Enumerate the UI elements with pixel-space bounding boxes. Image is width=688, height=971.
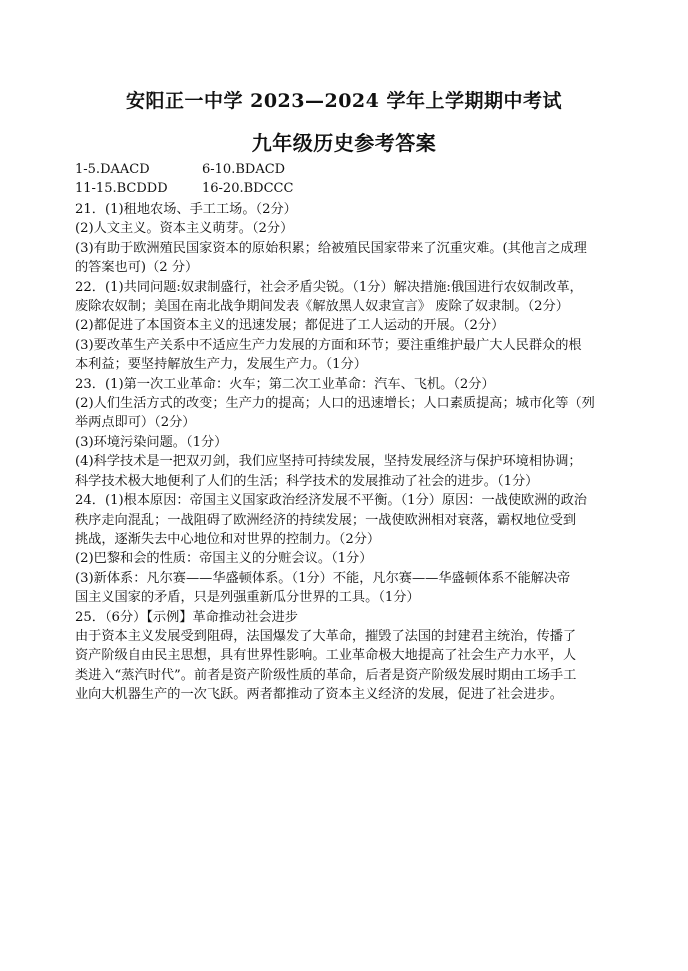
- answer-line: 的答案也可)（2 分）: [75, 260, 199, 276]
- answer-line: 资产阶级自由民主思想，具有世界性影响。工业革命极大地提高了社会生产力水平，人: [75, 648, 577, 664]
- answer-line: 22．(1)共同问题:奴隶制盛行，社会矛盾尖锐。（1分）解决措施:俄国进行农奴制改革，: [75, 279, 583, 295]
- choice-answers-row: [75, 181, 293, 196]
- answer-line: 23．(1)第一次工业革命：火车；第二次工业革命：汽车、飞机。（2分）: [75, 376, 495, 392]
- answer-line: 24．(1)根本原因：帝国主义国家政治经济发展不平衡。（1分）原因：一战使欧洲的政治: [75, 493, 587, 509]
- choice-answer: 11-15.BCDDD: [75, 181, 168, 196]
- answer-line: 由于资本主义发展受到阻碍，法国爆发了大革命，摧毁了法国的封建君主统治，传播了: [75, 628, 577, 644]
- answer-line: (3)要改革生产关系中不适应生产力发展的方面和环节；要注重维护最广大人民群众的根: [75, 337, 582, 353]
- answer-line: 秩序走向混乱；一战阻碍了欧洲经济的持续发展；一战使欧洲相对衰落，霸权地位受到: [75, 512, 577, 528]
- answer-line: (4)科学技术是一把双刃剑，我们应坚持可持续发展，坚持发展经济与保护环境相协调；: [75, 454, 582, 470]
- page-subtitle: 九年级历史参考答案: [251, 131, 437, 155]
- answer-line: (2)巴黎和会的性质：帝国主义的分赃会议。（1分）: [75, 551, 373, 567]
- choice-answer: 1-5.DAACD: [75, 162, 150, 177]
- answer-line: (3)新体系：凡尔赛——华盛顿体系。（1分）不能，凡尔赛——华盛顿体系不能解决帝: [75, 570, 571, 586]
- answer-line: 国主义国家的矛盾，只是列强重新瓜分世界的工具。（1分）: [75, 590, 420, 606]
- answer-body: [75, 200, 615, 705]
- answer-line: 举两点即可）（2分）: [75, 415, 196, 431]
- answer-line: (3)有助于欧洲殖民国家资本的原始积累；给被殖民国家带来了沉重灾难。(其他言之成理: [75, 240, 587, 256]
- choice-answer: 16-20.BDCCC: [202, 181, 294, 196]
- choice-answer: 6-10.BDACD: [202, 162, 286, 177]
- answer-line: 挑战，逐渐失去中心地位和对世界的控制力。（2分）: [75, 531, 381, 547]
- answer-line: (2)都促进了本国资本主义的迅速发展；都促进了工人运动的开展。（2分）: [75, 318, 505, 334]
- answer-line: (2)人文主义。资本主义萌芽。（2分）: [75, 221, 294, 237]
- choice-answers-row: [75, 162, 285, 177]
- answer-line: 废除农奴制；美国在南北战争期间发表《解放黑人奴隶宣言》 废除了奴隶制。（2分）: [75, 299, 569, 315]
- page-title: 安阳正一中学 2023—2024 学年上学期期中考试: [126, 90, 562, 112]
- answer-line: 21．(1)租地农场、手工工场。（2分）: [75, 202, 297, 217]
- answer-line: (2)人们生活方式的改变；生产力的提高；人口的迅速增长；人口素质提高；城市化等（列: [75, 396, 595, 412]
- answer-line: 本利益；要坚持解放生产力，发展生产力。（1分）: [75, 357, 367, 373]
- answer-line: (3)环境污染问题。（1分）: [75, 434, 228, 450]
- answer-line: 科学技术极大地便利了人们的生活；科学技术的发展推动了社会的进步。（1分）: [75, 473, 539, 489]
- answer-line: 类进入“蒸汽时代”。前者是资产阶级性质的革命，后者是资产阶级发展时期由工场手工: [75, 667, 577, 683]
- answer-line: 业向大机器生产的一次飞跃。两者都推动了资本主义经济的发展，促进了社会进步。: [75, 687, 563, 703]
- answer-line: 25．（6分）【示例】革命推动社会进步: [75, 609, 298, 625]
